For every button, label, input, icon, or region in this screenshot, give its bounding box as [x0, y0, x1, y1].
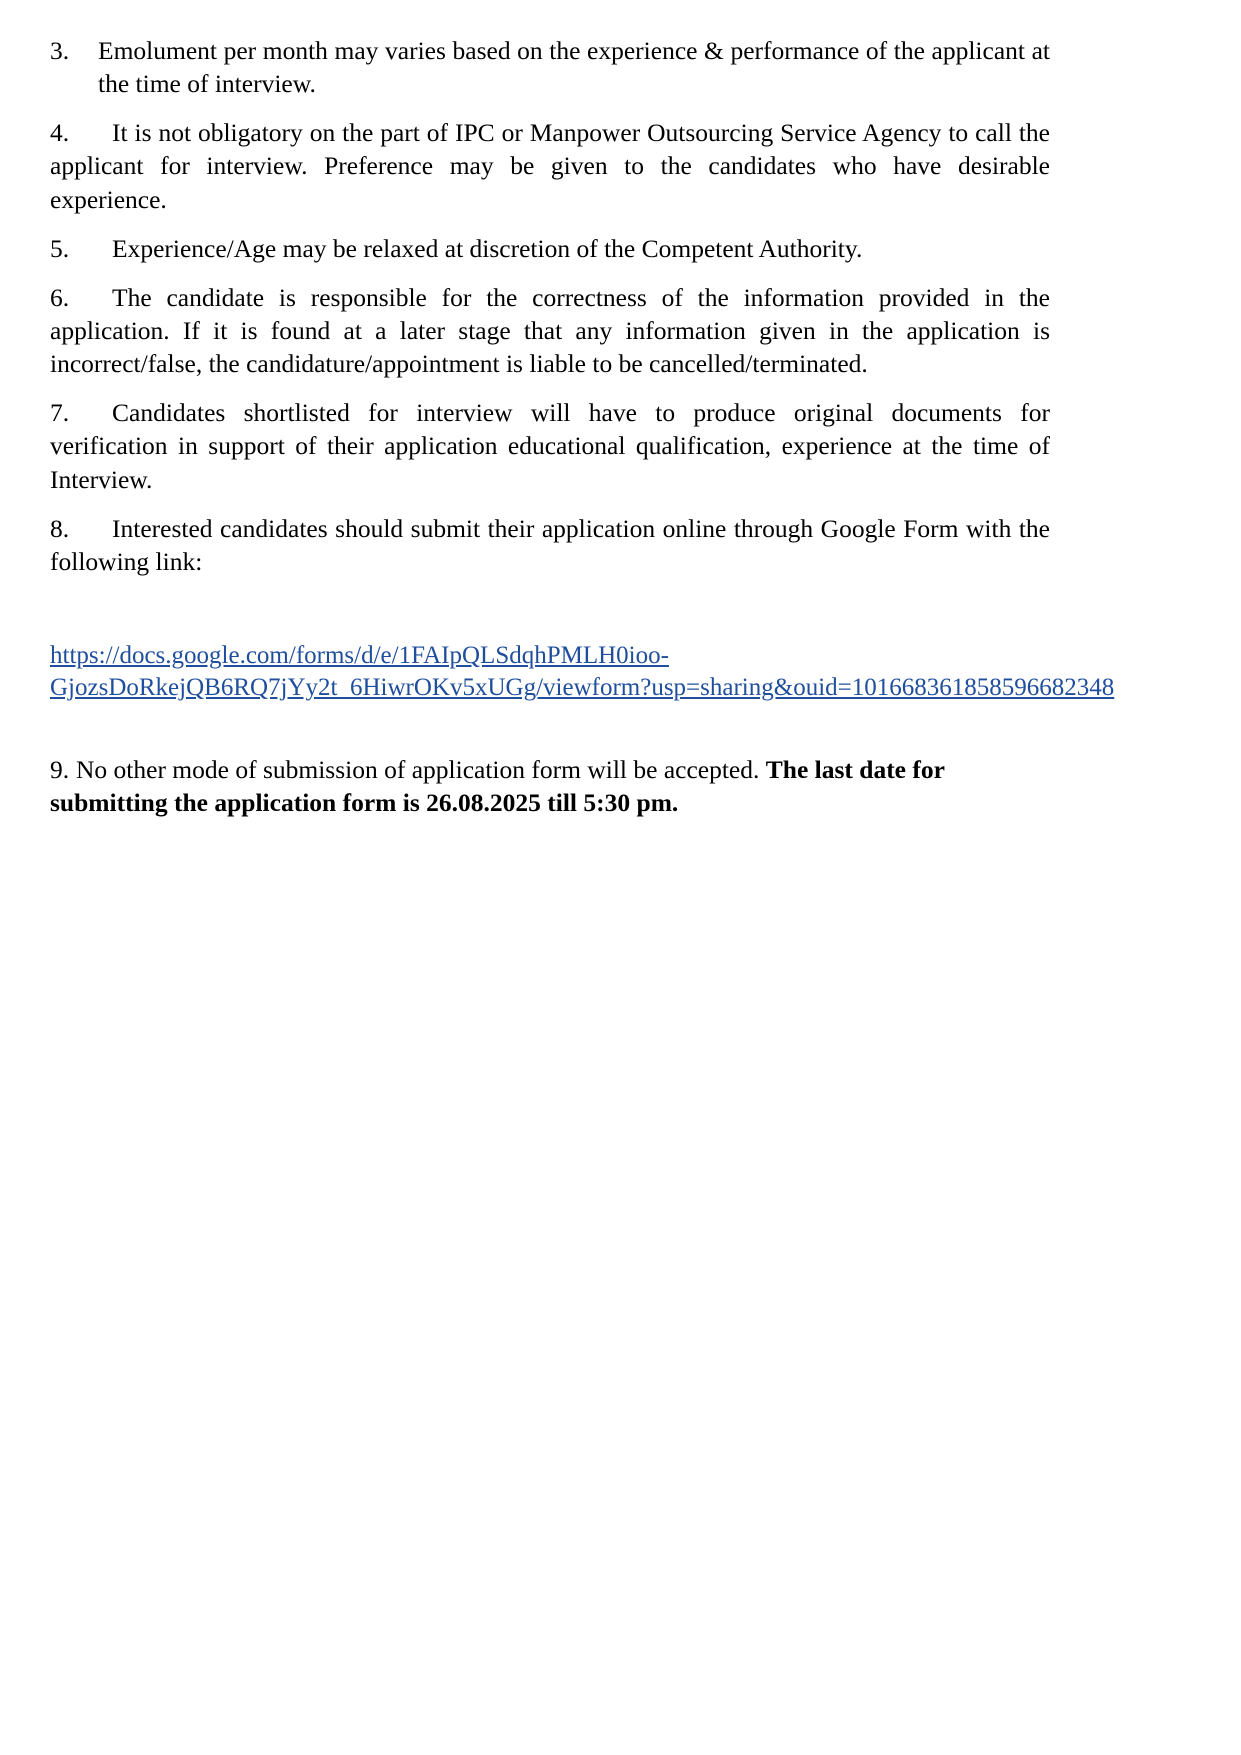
document-body — [50, 34, 1115, 819]
list-item-7 — [50, 396, 1050, 495]
list-item-9-number: 9. — [50, 754, 70, 784]
list-item-4 — [50, 116, 1050, 215]
list-item-3-number: 3. — [50, 36, 70, 65]
google-form-link-line-2[interactable] — [50, 672, 1115, 705]
list-item-5 — [50, 232, 1050, 265]
list-item-4-text: It is not obligatory on the part of IPC or Manpower Outsourcing Service Agency to call the applicant for interview. Preference may be given to the candidates who have desirable experience. — [50, 118, 1050, 214]
link-top-spacer — [50, 594, 1050, 640]
list-item-5-number: 5. — [50, 233, 70, 263]
google-form-link-block — [50, 640, 1115, 705]
list-item-7-number: 7. — [50, 398, 70, 428]
list-item-6-number: 6. — [50, 282, 70, 312]
google-form-link-part-2[interactable]: GjozsDoRkejQB6RQ7jYy2t_6HiwrOKv5xUGg/viewform?usp=sharing&ouid=101668361858596682348 — [50, 674, 1115, 702]
google-form-link-part-1[interactable]: https://docs.google.com/forms/d/e/1FAIpQLSdqhPMLH0ioo- — [50, 641, 669, 669]
link-bottom-spacer — [50, 705, 1050, 753]
list-item-3 — [50, 34, 1050, 100]
list-item-8-number: 8. — [50, 513, 70, 543]
google-form-link-line-1[interactable] — [50, 640, 1050, 673]
list-item-9 — [50, 753, 1050, 819]
list-item-3-text: Emolument per month may varies based on the experience & performance of the applicant at the time of interview. — [98, 36, 1050, 99]
list-item-8 — [50, 512, 1050, 578]
list-item-9-text-normal: No other mode of submission of application form will be accepted. — [76, 754, 760, 784]
list-item-9-text-bold: The last date for submitting the application form is 26.08.2025 till 5:30 pm. — [50, 754, 945, 818]
list-item-7-text: Candidates shortlisted for interview will have to produce original documents for verification in support of their application educational qualification, experience at the time of Interview. — [50, 398, 1050, 494]
list-item-8-text: Interested candidates should submit their application online through Google Form with the following link: — [50, 513, 1050, 576]
list-item-5-text: Experience/Age may be relaxed at discretion of the Competent Authority. — [112, 233, 863, 263]
list-item-4-number: 4. — [50, 118, 70, 148]
list-item-6-text: The candidate is responsible for the correctness of the information provided in the application. If it is found at a later stage that any information given in the application is incorrect/false, the candidature/appointment is liable to be cancelled/terminated. — [50, 282, 1050, 379]
list-item-6 — [50, 281, 1050, 380]
